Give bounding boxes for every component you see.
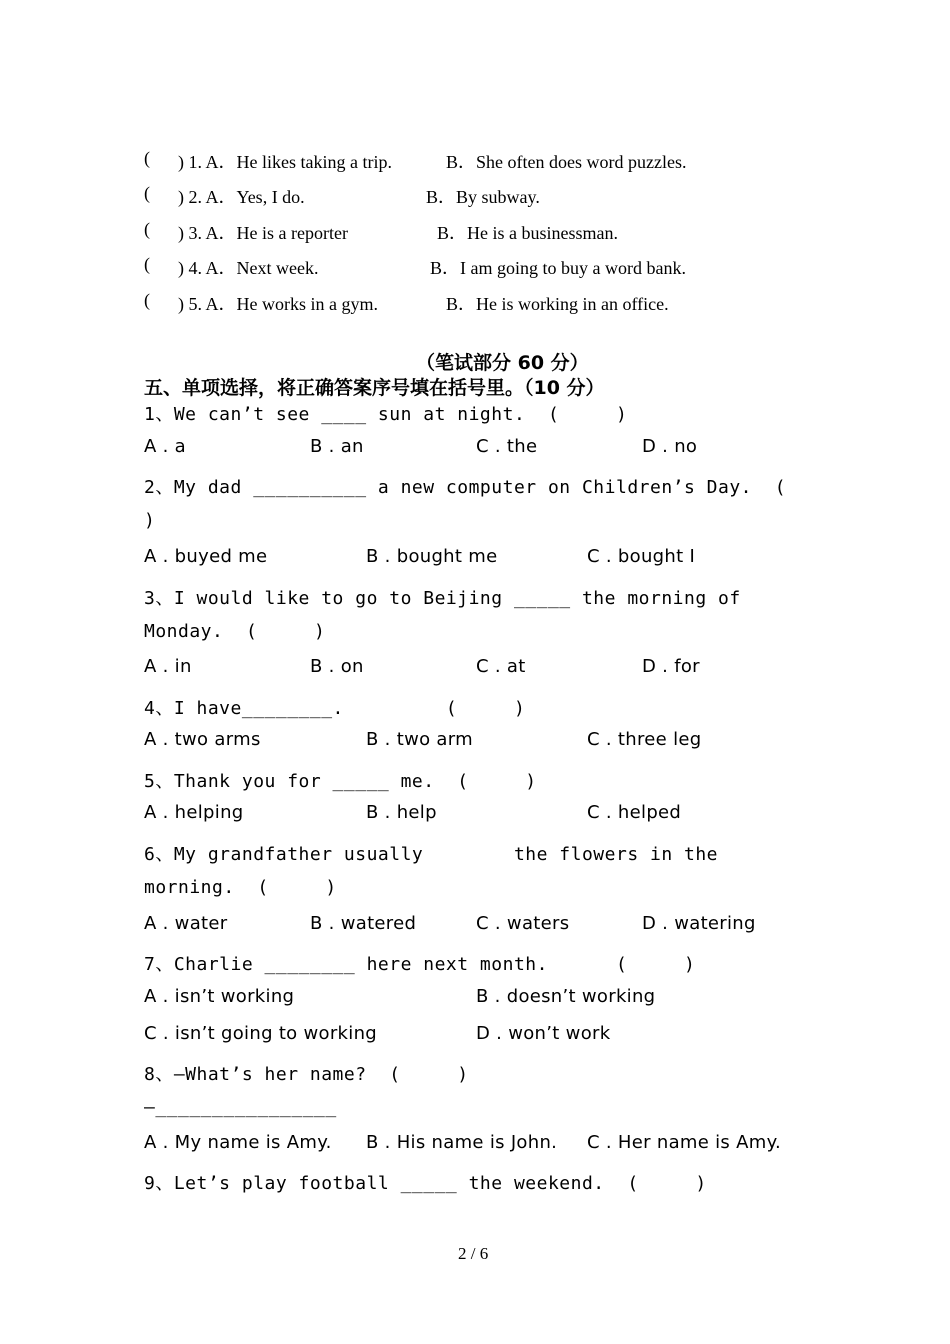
option: B . watered	[310, 913, 417, 934]
question-6-cont: morning. ( )	[144, 877, 337, 898]
option: B . doesn’t working	[476, 986, 656, 1007]
listening-paren: (	[144, 290, 150, 310]
listening-option-b: B．He is working in an office.	[446, 294, 669, 314]
option: C . helped	[587, 802, 682, 823]
question-2-cont: )	[144, 510, 156, 531]
listening-option-b: B．I am going to buy a word bank.	[430, 258, 686, 278]
listening-option-a: ) 4. A．Next week.	[178, 258, 319, 278]
option: B . on	[310, 656, 364, 677]
listening-option-b: B．By subway.	[426, 187, 540, 207]
option: A . in	[144, 656, 192, 677]
section-title: 五、单项选择，将正确答案序号填在括号里。（10 分）	[144, 377, 605, 399]
question-7: 7、Charlie ________ here next month. ( )	[144, 954, 696, 975]
question-4: 4、I have________. ( )	[144, 698, 526, 719]
option: D . no	[642, 436, 698, 457]
option: C . waters	[476, 913, 570, 934]
option: C . Her name is Amy.	[587, 1132, 781, 1153]
listening-paren: (	[144, 254, 150, 274]
option: A . water	[144, 913, 228, 934]
option: B . His name is John.	[366, 1132, 558, 1153]
listening-option-b: B．She often does word puzzles.	[446, 152, 687, 172]
question-8: 8、—What’s her name? ( )	[144, 1064, 469, 1085]
question-5: 5、Thank you for _____ me. ( )	[144, 771, 537, 792]
question-8-answer-line: —________________	[144, 1097, 337, 1118]
question-3: 3、I would like to go to Beijing _____ the morning of	[144, 588, 741, 609]
option: C . three leg	[587, 729, 702, 750]
question-9: 9、Let’s play football _____ the weekend. ( )	[144, 1173, 707, 1194]
written-part-heading: （笔试部分 60 分）	[416, 352, 589, 374]
listening-option-a: ) 3. A．He is a reporter	[178, 223, 348, 243]
listening-paren: (	[144, 183, 150, 203]
option: C . bought I	[587, 546, 696, 567]
option: A . helping	[144, 802, 244, 823]
option: C . the	[476, 436, 538, 457]
option: B . an	[310, 436, 364, 457]
option: A . two arms	[144, 729, 261, 750]
option: B . help	[366, 802, 437, 823]
option: A . a	[144, 436, 187, 457]
listening-option-b: B．He is a businessman.	[437, 223, 618, 243]
question-3-cont: Monday. ( )	[144, 621, 326, 642]
listening-option-a: ) 2. A．Yes, I do.	[178, 187, 305, 207]
listening-option-a: ) 1. A．He likes taking a trip.	[178, 152, 392, 172]
page-number: 2 / 6	[458, 1244, 489, 1263]
option: A . buyed me	[144, 546, 268, 567]
question-6: 6、My grandfather usually the flowers in the	[144, 844, 719, 865]
option: A . isn’t working	[144, 986, 295, 1007]
listening-paren: (	[144, 219, 150, 239]
option: B . bought me	[366, 546, 498, 567]
option: D . for	[642, 656, 700, 677]
option: C . at	[476, 656, 526, 677]
listening-option-a: ) 5. A．He works in a gym.	[178, 294, 378, 314]
question-1: 1、We can’t see ____ sun at night. ( )	[144, 404, 628, 425]
option: D . watering	[642, 913, 756, 934]
question-2: 2、My dad __________ a new computer on Children’s Day. (	[144, 477, 787, 498]
listening-paren: (	[144, 148, 150, 168]
option: D . won’t work	[476, 1023, 611, 1044]
option: B . two arm	[366, 729, 473, 750]
option: A . My name is Amy.	[144, 1132, 332, 1153]
option: C . isn’t going to working	[144, 1023, 378, 1044]
